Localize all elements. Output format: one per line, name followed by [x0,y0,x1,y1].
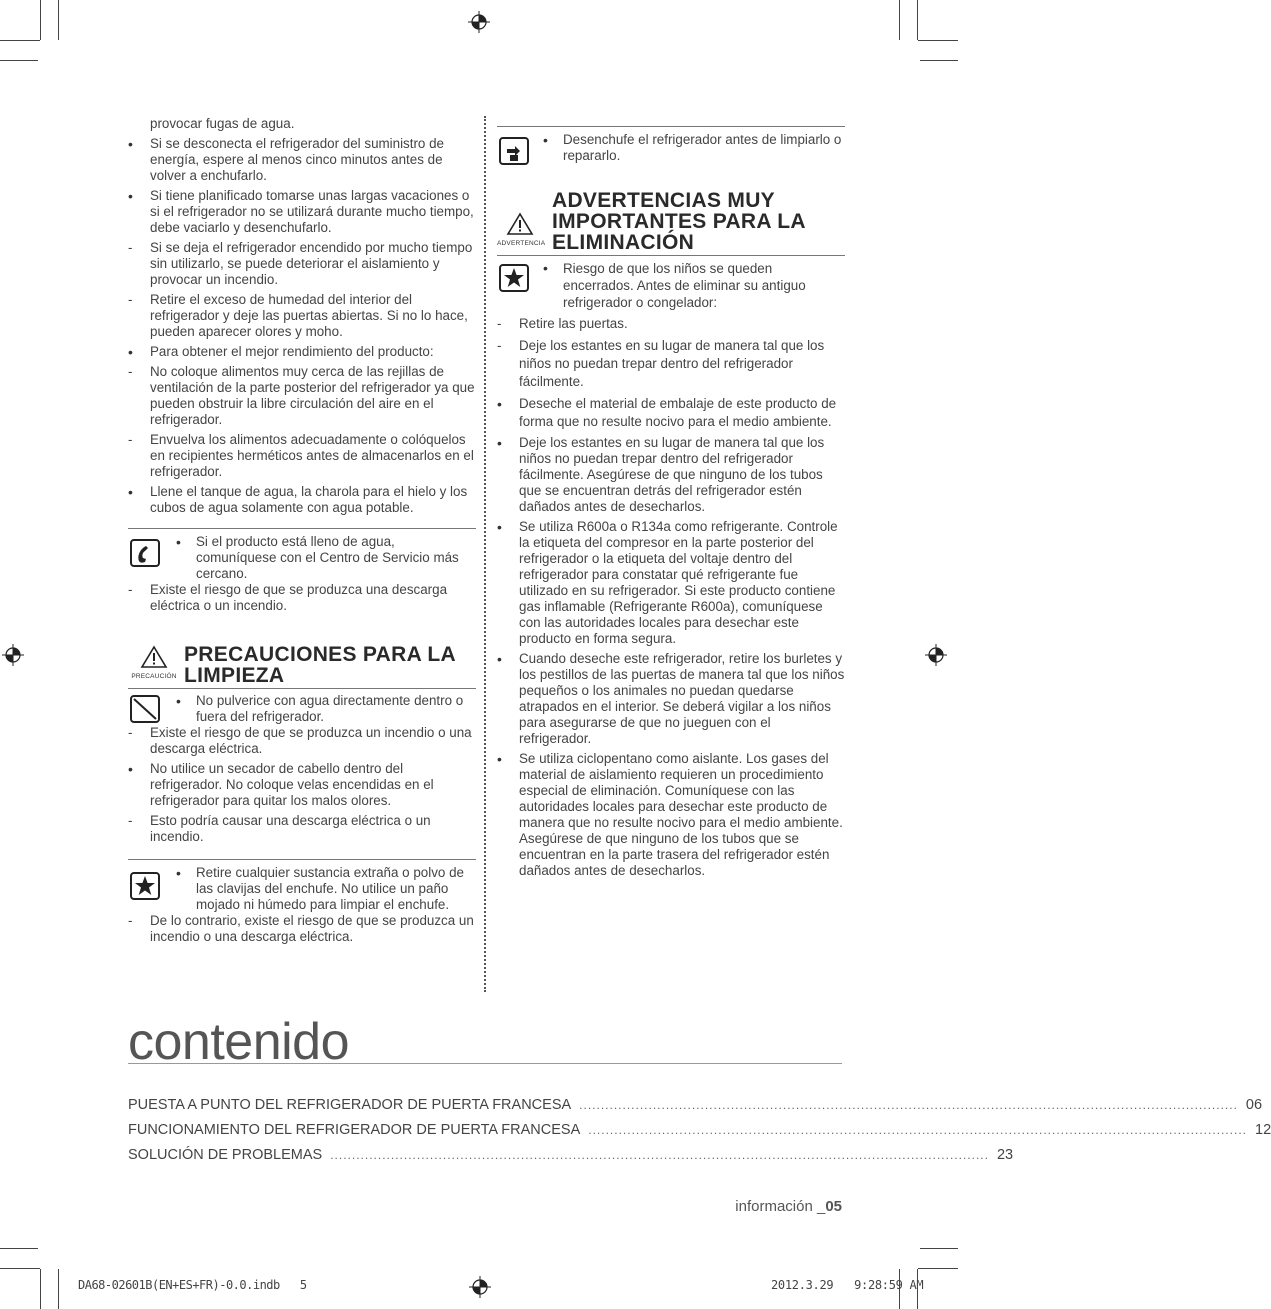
crop-mark [920,1248,958,1249]
star-icon [499,264,529,292]
page-footer [735,1198,842,1215]
list-item: • Si tiene planificado tomarse unas largas vacaciones o si el refrigerador no se utilizará durante mucho tiempo, debe vaciarlo y desenchufarlo. [128,188,476,236]
toc-leader: ........................................................................................................................................................ [579,1098,1238,1112]
note-phone [128,528,476,614]
contents-title: contenido [128,1013,350,1071]
crop-mark [0,60,38,61]
warning-label: ADVERTENCIA [497,240,546,247]
section-title: ADVERTENCIAS MUY [552,189,775,212]
crop-mark [58,0,59,40]
section-title: LIMPIEZA [184,664,285,687]
toc-entry[interactable] [128,1122,1271,1138]
note-star [128,859,476,945]
crop-mark [917,0,918,40]
registration-target-icon [925,644,947,666]
list-item: - Existe el riesgo de que se produzca un incendio o una descarga eléctrica. [128,725,476,757]
toc-label: FUNCIONAMIENTO DEL REFRIGERADOR DE PUERTA FRANCESA [128,1122,581,1138]
toc-page: 12 [1255,1122,1271,1138]
phone-icon [130,539,160,567]
page-number: 05 [825,1198,842,1215]
registration-target-icon [469,1276,491,1298]
toc-label: PUESTA A PUNTO DEL REFRIGERADOR DE PUERTA FRANCESA [128,1097,572,1113]
section-heading-limpieza [128,644,476,689]
list-item: - Deje los estantes en su lugar de manera tal que los niños no puedan trepar dentro del refrigerador fácilmente. [497,337,845,391]
print-timestamp: 2012.3.29 9:28:59 AM [771,1278,924,1292]
crop-mark [920,60,958,61]
note-unplug [497,126,845,164]
print-file-slug: DA68-02601B(EN+ES+FR)-0.0.indb 5 [78,1278,307,1292]
section-title: PRECAUCIONES PARA LA [184,643,457,666]
crop-mark [58,1269,59,1309]
list-item: - Envuelva los alimentos adecuadamente o colóquelos en recipientes herméticos antes de almacenarlos en el refrigerador. [128,432,476,480]
intro-continuation: provocar fugas de agua. [150,116,295,131]
footer-section-label: información _ [735,1198,826,1215]
list-item: - Retire las puertas. [497,315,845,333]
toc-entry[interactable] [128,1097,1263,1113]
crop-mark [918,1268,958,1269]
contents-rule [128,1063,842,1064]
column-divider [484,116,486,992]
toc-page: 06 [1245,1097,1263,1113]
warning-triangle-icon [507,213,533,235]
unplug-icon [499,137,529,165]
caution-badge [128,646,180,685]
list-item: • Si se desconecta el refrigerador del suministro de energía, espere al menos cinco minutos antes de volver a enchufarlo. [128,136,476,184]
toc-leader: ........................................................................................................................................................ [588,1123,1248,1137]
crop-mark [0,1268,40,1269]
crop-mark [918,40,958,41]
toc-page: 23 [996,1147,1014,1163]
note-bullet: • Riesgo de que los niños se queden encerrados. Antes de eliminar su antiguo refrigerador o congelador: [543,260,845,311]
section-title: IMPORTANTES PARA LA [552,210,806,233]
note-dash: - De lo contrario, existe el riesgo de que se produzca un incendio o una descarga eléctrica. [128,913,476,945]
eliminacion-list [497,315,845,879]
note-bullet: • Retire cualquier sustancia extraña o polvo de las clavijas del enchufe. No utilice un paño mojado ni húmedo para limpiar el enchufe. [176,865,476,913]
star-icon [130,872,160,900]
list-item: • Llene el tanque de agua, la charola para el hielo y los cubos de agua solamente con agua potable. [128,484,476,516]
warning-badge [497,213,546,252]
list-item: • No utilice un secador de cabello dentro del refrigerador. No coloque velas encendidas en el refrigerador para quitar los malos olores. [128,761,476,809]
crop-mark [0,40,40,41]
note-dash: - Existe el riesgo de que se produzca una descarga eléctrica o un incendio. [128,582,476,614]
crop-mark [40,1269,41,1309]
warning-triangle-icon [141,646,167,668]
list-item: - Esto podría causar una descarga eléctrica o un incendio. [128,813,476,845]
crop-mark [40,0,41,40]
list-item: • No pulverice con agua directamente dentro o fuera del refrigerador. [176,693,476,725]
no-spray-icon [130,695,160,723]
toc-entry[interactable] [128,1147,1014,1163]
left-column [128,116,476,945]
crop-mark [899,0,900,40]
list-item: • Para obtener el mejor rendimiento del producto: [128,344,476,360]
list-item: • Se utiliza ciclopentano como aislante. Los gases del material de aislamiento requieren un procedimiento especial de eliminación. Comuníquese con las autoridades locales para desechar este producto de manera que no resulte nocivo para el medio ambiente. Asegúrese de que ninguno de los tubos que se encuentran en la parte trasera del refrigerador estén dañados antes de desecharlos. [497,751,845,879]
list-item: • Deseche el material de embalaje de este producto de forma que no resulte nocivo para el medio ambiente. [497,395,845,431]
list-item: • Se utiliza R600a o R134a como refrigerante. Controle la etiqueta del compresor en la parte posterior del refrigerador o la etiqueta del voltaje dentro del refrigerador para constatar qué refrigerante fue utilizado en su refrigerador. Si este producto contiene gas inflamable (Refrigerante R600a), comuníquese con las autoridades locales para desechar este producto en forma segura. [497,519,845,647]
registration-target-icon [2,644,24,666]
right-column [497,126,845,879]
section-title: ELIMINACIÓN [552,231,695,254]
list-item: - Retire el exceso de humedad del interior del refrigerador y deje las puertas abiertas. Si no lo hace, pueden aparecer olores y moho. [128,292,476,340]
list-item: - No coloque alimentos muy cerca de las rejillas de ventilación de la parte posterior del refrigerador ya que pueden obstruir la libre circulación del aire en el refrigerador. [128,364,476,428]
list-item: - Si se deja el refrigerador encendido por mucho tiempo sin utilizarlo, se puede deteriorar el aislamiento y provocar un incendio. [128,240,476,288]
eliminacion-lead [497,256,845,311]
section-heading-eliminacion [497,190,845,256]
list-item: • Cuando deseche este refrigerador, retire los burletes y los pestillos de las puertas de manera tal que los niños pequeños o los animales no puedan quedarse atrapados en el interior. Se deberá vigilar a los niños para asegurarse de que no jueguen con el refrigerador. [497,651,845,747]
limpieza-list [128,689,476,845]
toc-leader: ........................................................................................................................................................ [330,1148,989,1162]
caution-label: PRECAUCIÓN [131,673,177,680]
note-bullet: • Desenchufe el refrigerador antes de limpiarlo o repararlo. [543,132,845,164]
registration-target-icon [468,11,490,33]
list-item: • Deje los estantes en su lugar de manera tal que los niños no puedan trepar dentro del refrigerador fácilmente. Asegúrese de que ninguno de los tubos que se encuentran detrás del refrigerador estén dañados antes de desecharlos. [497,435,845,515]
toc-label: SOLUCIÓN DE PROBLEMAS [128,1147,323,1163]
note-bullet: • Si el producto está lleno de agua, comuníquese con el Centro de Servicio más cercano. [176,534,476,582]
crop-mark [0,1248,38,1249]
